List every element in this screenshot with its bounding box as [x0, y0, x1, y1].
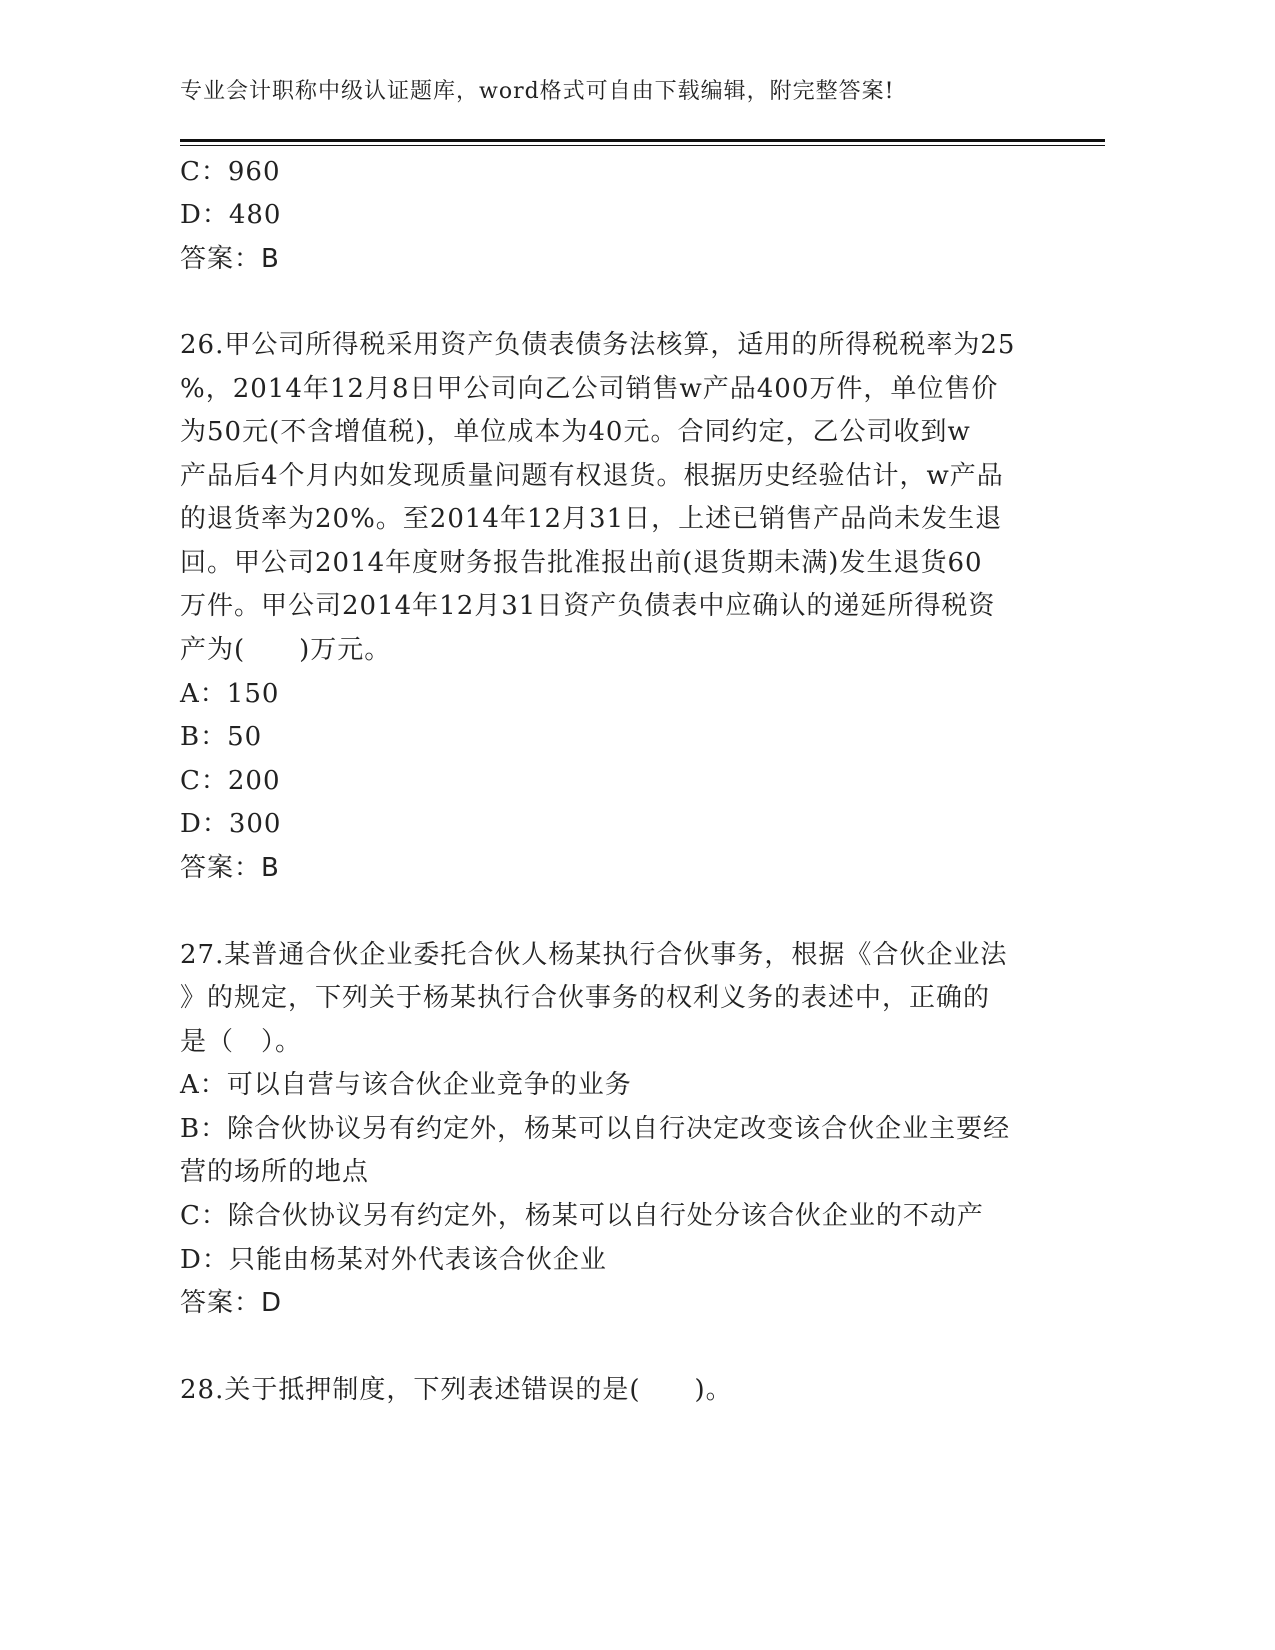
q25-answer: 答案：B — [180, 244, 280, 274]
q26-stem-line: 26.甲公司所得税采用资产负债表债务法核算，适用的所得税税率为25 — [180, 330, 1016, 360]
q26-stem-line: 回。甲公司2014年度财务报告批准报出前(退货期未满)发生退货60 — [180, 548, 983, 578]
q26-stem-line: 产品后4个月内如发现质量问题有权退货。根据历史经验估计，w产品 — [180, 461, 1004, 491]
q27-option-a: A：可以自营与该合伙企业竞争的业务 — [180, 1070, 632, 1100]
q28-stem-line: 28.关于抵押制度，下列表述错误的是( )。 — [180, 1375, 733, 1405]
q26-option-b: B：50 — [180, 722, 263, 752]
q26-stem-line: 为50元(不含增值税)，单位成本为40元。合同约定，乙公司收到w — [180, 417, 971, 447]
q27-option-c: C：除合伙协议另有约定外，杨某可以自行处分该合伙企业的不动产 — [180, 1201, 984, 1231]
q27-stem-line: 》的规定，下列关于杨某执行合伙事务的权利义务的表述中，正确的 — [180, 983, 991, 1013]
q25-option-c: C：960 — [180, 157, 281, 187]
header-rule-thick — [180, 139, 1105, 142]
q26-option-c: C：200 — [180, 766, 281, 796]
q26-stem-line: 产为( )万元。 — [180, 635, 392, 665]
q27-option-d: D：只能由杨某对外代表该合伙企业 — [180, 1245, 607, 1275]
q27-stem-line: 是（ ）。 — [180, 1027, 303, 1057]
q26-stem-line: %，2014年12月8日甲公司向乙公司销售w产品400万件，单位售价 — [180, 374, 999, 404]
q27-answer: 答案：D — [180, 1288, 283, 1318]
q26-answer: 答案：B — [180, 853, 280, 883]
q27-stem-line: 27.某普通合伙企业委托合伙人杨某执行合伙事务，根据《合伙企业法 — [180, 940, 1008, 970]
q27-option-b: B：除合伙协议另有约定外，杨某可以自行决定改变该合伙企业主要经 — [180, 1114, 1011, 1144]
q26-option-d: D：300 — [180, 809, 282, 839]
page-header: 专业会计职称中级认证题库，word格式可自由下载编辑，附完整答案! — [180, 79, 895, 104]
q26-stem-line: 万件。甲公司2014年12月31日资产负债表中应确认的递延所得税资 — [180, 591, 996, 621]
q26-option-a: A：150 — [180, 679, 280, 709]
q26-stem-line: 的退货率为20%。至2014年12月31日，上述已销售产品尚未发生退 — [180, 504, 1003, 534]
q25-option-d: D：480 — [180, 200, 282, 230]
q27-option-b-cont: 营的场所的地点 — [180, 1157, 370, 1187]
header-rule-thin — [180, 145, 1105, 146]
